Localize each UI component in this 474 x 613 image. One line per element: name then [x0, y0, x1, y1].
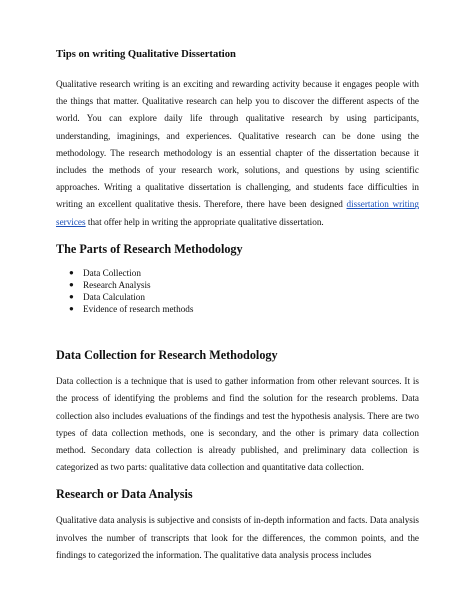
data-collection-paragraph: Data collection is a technique that is used to gather information from other relevant sources. It is the process of identifying the problems and find the solution for the research problems. Data collection also includes evaluations of the findings and test the hypothesis analysis. There are two types of data collection methods, one is secondary, and the other is primary data collection method. Secondary data collection is already published, and preliminary data collection is categorized as two parts: qualitative data collection and quantitative data collection.: [56, 376, 419, 473]
parts-list: [56, 267, 419, 315]
data-collection-heading: Data Collection for Research Methodology: [56, 348, 278, 363]
document-page: [56, 48, 419, 564]
list-item-label: Research Analysis: [83, 279, 151, 290]
list-item: [56, 267, 419, 279]
bullet-icon: ●: [69, 267, 74, 277]
tips-heading: Tips on writing Qualitative Dissertation: [56, 49, 236, 60]
tips-paragraph-text-end: that offer help in writing the appropriate qualitative dissertation.: [85, 216, 324, 227]
bullet-icon: ●: [69, 279, 74, 289]
bullet-icon: ●: [69, 304, 74, 314]
tips-paragraph: [56, 76, 419, 231]
research-analysis-paragraph: Qualitative data analysis is subjective and consists of in-depth information and facts. Data analysis involves the number of transcripts that look for the differences, the common points, and the findings to categorized the information. The qualitative data analysis process includes: [56, 515, 419, 560]
bullet-icon: ●: [69, 292, 74, 302]
list-item-label: Data Calculation: [83, 292, 145, 303]
list-item-label: Evidence of research methods: [83, 304, 194, 315]
list-item: [56, 291, 419, 303]
dissertation-writing-services-link[interactable]: dissertation writing services: [56, 199, 419, 227]
research-analysis-heading: Research or Data Analysis: [56, 487, 193, 502]
list-item: [56, 279, 419, 291]
list-item: [56, 303, 419, 315]
list-item-label: Data Collection: [83, 267, 141, 278]
tips-paragraph-text: Qualitative research writing is an exciting and rewarding activity because it engages people with the things that matter. Qualitative research can help you to discover the different aspects of the world. You can explore daily life through qualitative research by using participants, understanding, imaginings, and experiences. Qualitative research can be done using the methodology. The research methodology is an essential chapter of the dissertation because it includes the methods of your research work, solutions, and questions by using scientific approaches. Writing a qualitative dissertation is challenging, and students face difficulties in writing an excellent qualitative thesis. Therefore, there have been designed: [56, 79, 419, 210]
parts-heading: The Parts of Research Methodology: [56, 241, 243, 256]
